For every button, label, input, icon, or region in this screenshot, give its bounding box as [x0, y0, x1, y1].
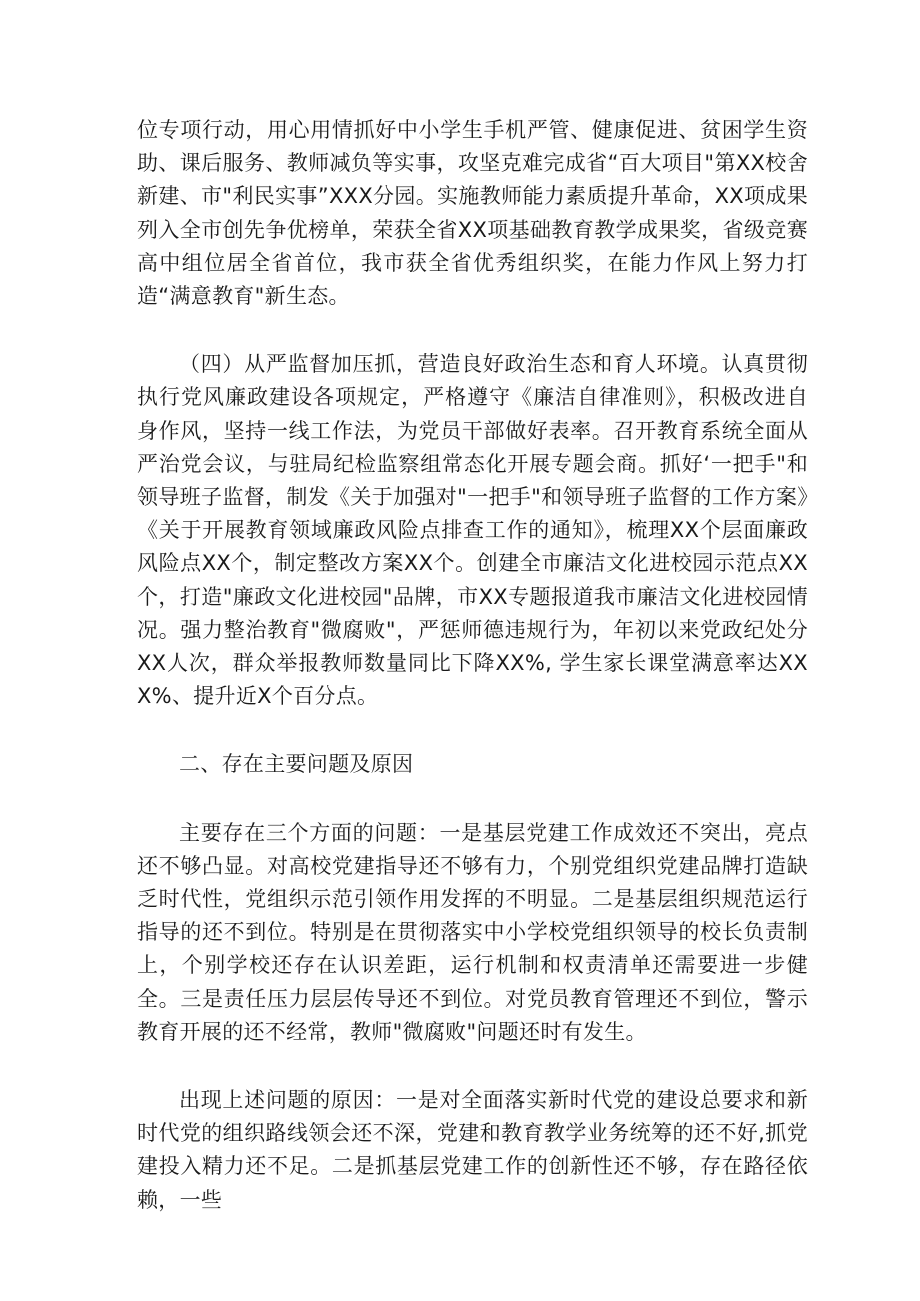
paragraph-causes: 出现上述问题的原因：一是对全面落实新时代党的建设总要求和新时代党的组织路线领会还不深，党建和教育教学业务统筹的还不好,抓党建投入精力还不足。二是抓基层党建工作的创新性还不够，存在路径依赖，一些 [137, 1088, 808, 1212]
paragraph-main-problems: 主要存在三个方面的问题：一是基层党建工作成效还不突出，亮点还不够凸显。对高校党建指导还不够有力，个别党组织党建品牌打造缺乏时代性，党组织示范引领作用发挥的不明显。二是基层组织规范运行指导的还不到位。特别是在贯彻落实中小学校党组织领导的校长负责制上，个别学校还存在认识差距，运行机制和权责清单还需要进一步健全。三是责任压力层层传导还不到位。对党员教育管理还不到位，警示教育开展的还不经常，教师"微腐败"问题还时有发生。 [137, 820, 808, 1044]
paragraph-continued: 位专项行动，用心用情抓好中小学生手机严管、健康促进、贫困学生资助、课后服务、教师减负等实事，攻坚克难完成省“百大项目"第XX校舍新建、市"利民实事”XXX分园。实施教师能力素质提升革命，XX项成果列入全市创先争优榜单，荣获全省XX项基础教育教学成果奖，省级竞赛高中组位居全省首位，我市获全省优秀组织奖，在能力作风上努力打造“满意教育"新生态。 [137, 118, 808, 309]
paragraph-section-four: （四）从严监督加压抓，营造良好政治生态和育人环境。认真贯彻执行党风廉政建设各项规定，严格遵守《廉洁自律准则》，积极改进自身作风，坚持一线工作法，为党员干部做好表率。召开教育系统全面从严治党会议，与驻局纪检监察组常态化开展专题会商。抓好‘一把手"和领导班子监督，制发《关于加强对"一把手"和领导班子监督的工作方案》《关于开展教育领域廉政风险点排查工作的通知》，梳理XX个层面廉政风险点XX个，制定整改方案XX个。创建全市廉洁文化进校园示范点XX个，打造"廉政文化进校园"品牌，市XX专题报道我市廉洁文化进校园情况。强力整治教育"微腐败"，严惩师德违规行为，年初以来党政纪处分XX人次，群众举报教师数量同比下降XX%, 学生家长课堂满意率达XXX%、提升近X个百分点。 [137, 352, 808, 709]
section-heading: 二、存在主要问题及原因 [179, 752, 414, 777]
